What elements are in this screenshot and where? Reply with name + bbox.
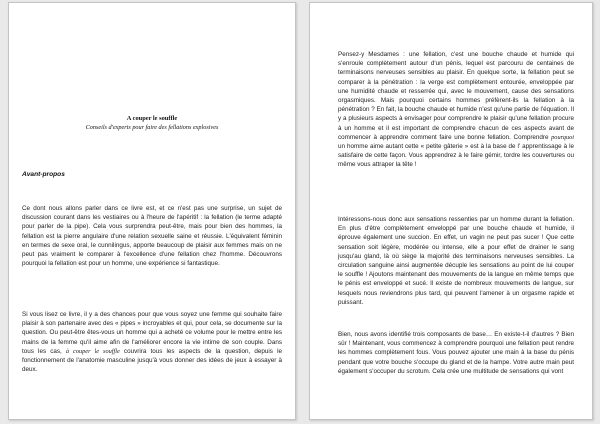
left-paragraph-2-text-b: couvrira tous les aspects de la question, depuis le fonctionnement de l'anatomie masculine jusqu'à vous donner des idées de jeux à essayer à deux. <box>22 347 282 374</box>
right-page <box>309 2 593 420</box>
left-paragraph-2 <box>22 310 282 374</box>
book-subtitle: Conseils d'experts pour faire des fellations explosives <box>85 124 219 131</box>
right-paragraph-1-text-a: Pensez-y Mesdames : une fellation, c'est une bouche chaude et humide qui s'enroule complètement autour d'un pénis, lequel est parcouru de centaines de terminaisons nerveuses sensibles au plaisir. En quelque sorte, la fellation peut se comparer à la pénétration : la verge est complètement entourée, enveloppée par une humidité chaude et resserrée qui, avec le mouvement, cause des sensations orgasmiques. Mais pourquoi certains hommes préfèrent-ils la fellation à la pénétration ? En fait, la bouche chaude et humide n'est qu'une partie de l'équation. Il y a plusieurs aspects à envisager pour comprendre le plaisir qu'une fellation procure à un homme et il est important de comprendre chacun de ces aspects avant de commencer à apprendre comment faire une bonne fellation. Comprendre <box>338 51 574 141</box>
right-paragraph-3: Bien, nous avons identifié trois composants de base… En existe-t-il d'autres ? Bien sûr ! Maintenant, vous commencez à comprendre pourquoi une fellation peut rendre les hommes complètement fous. Vous pouvez ajouter une main à la base du pénis pendant que votre bouche s'occupe du gland et de la hampe. Votre autre main peut également s'occuper du scrotum. Cela crée une multitude de sensations qui vont <box>338 331 574 375</box>
left-paragraph-1: Ce dont nous allons parler dans ce livre est, et ce n'est pas une surprise, un sujet de discussion courant dans les vestiaires ou à l'heure de l'apéritif : la fellation (le terme adapté pour parler de la pipe). Cela vous surprendra peut-être, mais pour bien des hommes, la fellation est la pierre angulaire d'une relation sexuelle saine et réussie. L'équivalent féminin en termes de sexe oral, le cunnilingus, apporte beaucoup de plaisir aux femmes mais on ne peut pas vraiment le comparer à l'excellence d'une fellation chez l'homme. Découvrons pourquoi la fellation est pour un homme, une expérience si fantastique. <box>22 205 282 268</box>
section-heading: Avant-propos <box>22 171 65 178</box>
right-paragraph-1 <box>338 50 574 170</box>
right-paragraph-1-text-b: un homme aime autant cette « petite gâterie » est à la base de l' apprentissage à le satisfaire de cette façon. Vous apprendrez à le faire gémir, tordre les couvertures ou même vous attraper la tête ! <box>338 143 574 169</box>
right-paragraph-2: Intéressons-nous donc aux sensations ressenties par un homme durant la fellation. En plus d'être complètement enveloppé par une bouche chaude et humide, il éprouve également une succion. En effet, un vagin ne peut pas sucer ! Que cette sensation soit légère, modérée ou intense, elle a pour effet de drainer le sang jusqu'au gland, là où siège la majorité des terminaisons nerveuses sensibles. La circulation sanguine ainsi augmentée décuple les sensations au point de lui couper le souffle ! Ajoutons maintenant des mouvements de la langue en même temps que le pénis est enveloppé et sucé. Il existe de nombreux mouvements de langue, sur lesquels nous reviendrons plus tard, qui peuvent l'amener à un orgasme rapide et puissant. <box>338 216 574 306</box>
left-page <box>8 2 296 420</box>
emphasis-pourquoi: pourquoi <box>551 133 574 141</box>
book-title-inline: à couper le souffle <box>65 347 120 355</box>
book-title: A couper le souffle <box>126 115 178 122</box>
title-block <box>9 114 295 132</box>
left-paragraph-2-text-a: Si vous lisez ce livre, il y a des chances pour que vous soyez une femme qui souhaite faire plaisir à son partenaire avec des « pipes » incroyables et qui, pour cela, se documente sur la question. Ou peut-être êtes-vous un homme qui a acheté ce volume pour le mettre entre les mains de la femme qu'il aime afin de l'améliorer encore la vie intime de son couple. Dans tous les cas, <box>22 311 282 355</box>
